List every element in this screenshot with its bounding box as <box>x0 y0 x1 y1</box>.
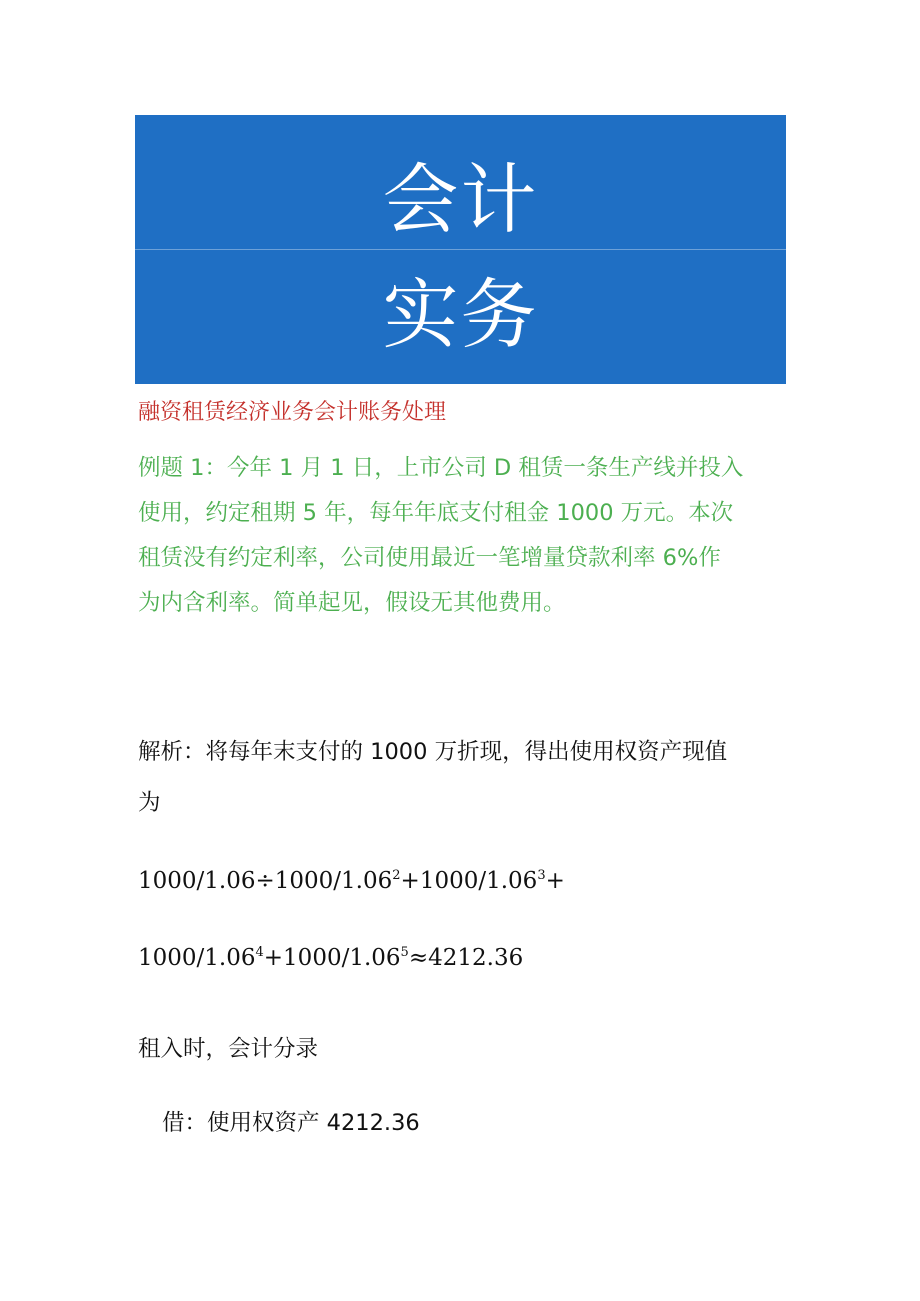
formula-part: +1000/1.06 <box>263 945 401 971</box>
banner-divider <box>135 249 786 250</box>
formula-part: ≈4212.36 <box>408 945 524 971</box>
formula-exponent: 2 <box>392 868 401 883</box>
example-paragraph <box>138 446 798 626</box>
formula-exponent: 5 <box>400 945 409 960</box>
banner-title-line-2: 实务 <box>382 270 539 359</box>
formula-part: +1000/1.06 <box>400 868 538 894</box>
formula-line-2 <box>138 943 523 973</box>
example-line: 为内含利率。简单起见，假设无其他费用。 <box>138 590 566 616</box>
entry-title: 租入时，会计分录 <box>138 1036 319 1062</box>
debit-entry: 借：使用权资产 4212.36 <box>162 1110 420 1136</box>
formula-exponent: 3 <box>537 868 546 883</box>
example-line: 例题 1：今年 1 月 1 日，上市公司 D 租赁一条生产线并投入 <box>138 455 744 481</box>
formula-part: 1000/1.06÷1000/1.06 <box>138 868 393 894</box>
section-heading: 融资租赁经济业务会计账务处理 <box>138 400 447 425</box>
formula-part: + <box>545 868 565 894</box>
example-line: 使用，约定租期 5 年，每年年底支付租金 1000 万元。本次 <box>138 500 734 526</box>
analysis-line-2: 为 <box>138 790 161 816</box>
example-line: 租赁没有约定利率，公司使用最近一笔增量贷款利率 6%作 <box>138 545 721 571</box>
formula-exponent: 4 <box>255 945 264 960</box>
analysis-line-1: 解析：将每年末支付的 1000 万折现，得出使用权资产现值 <box>138 739 728 765</box>
formula-line-1 <box>138 866 565 896</box>
formula-part: 1000/1.06 <box>138 945 256 971</box>
banner-title-line-1: 会计 <box>382 155 539 244</box>
